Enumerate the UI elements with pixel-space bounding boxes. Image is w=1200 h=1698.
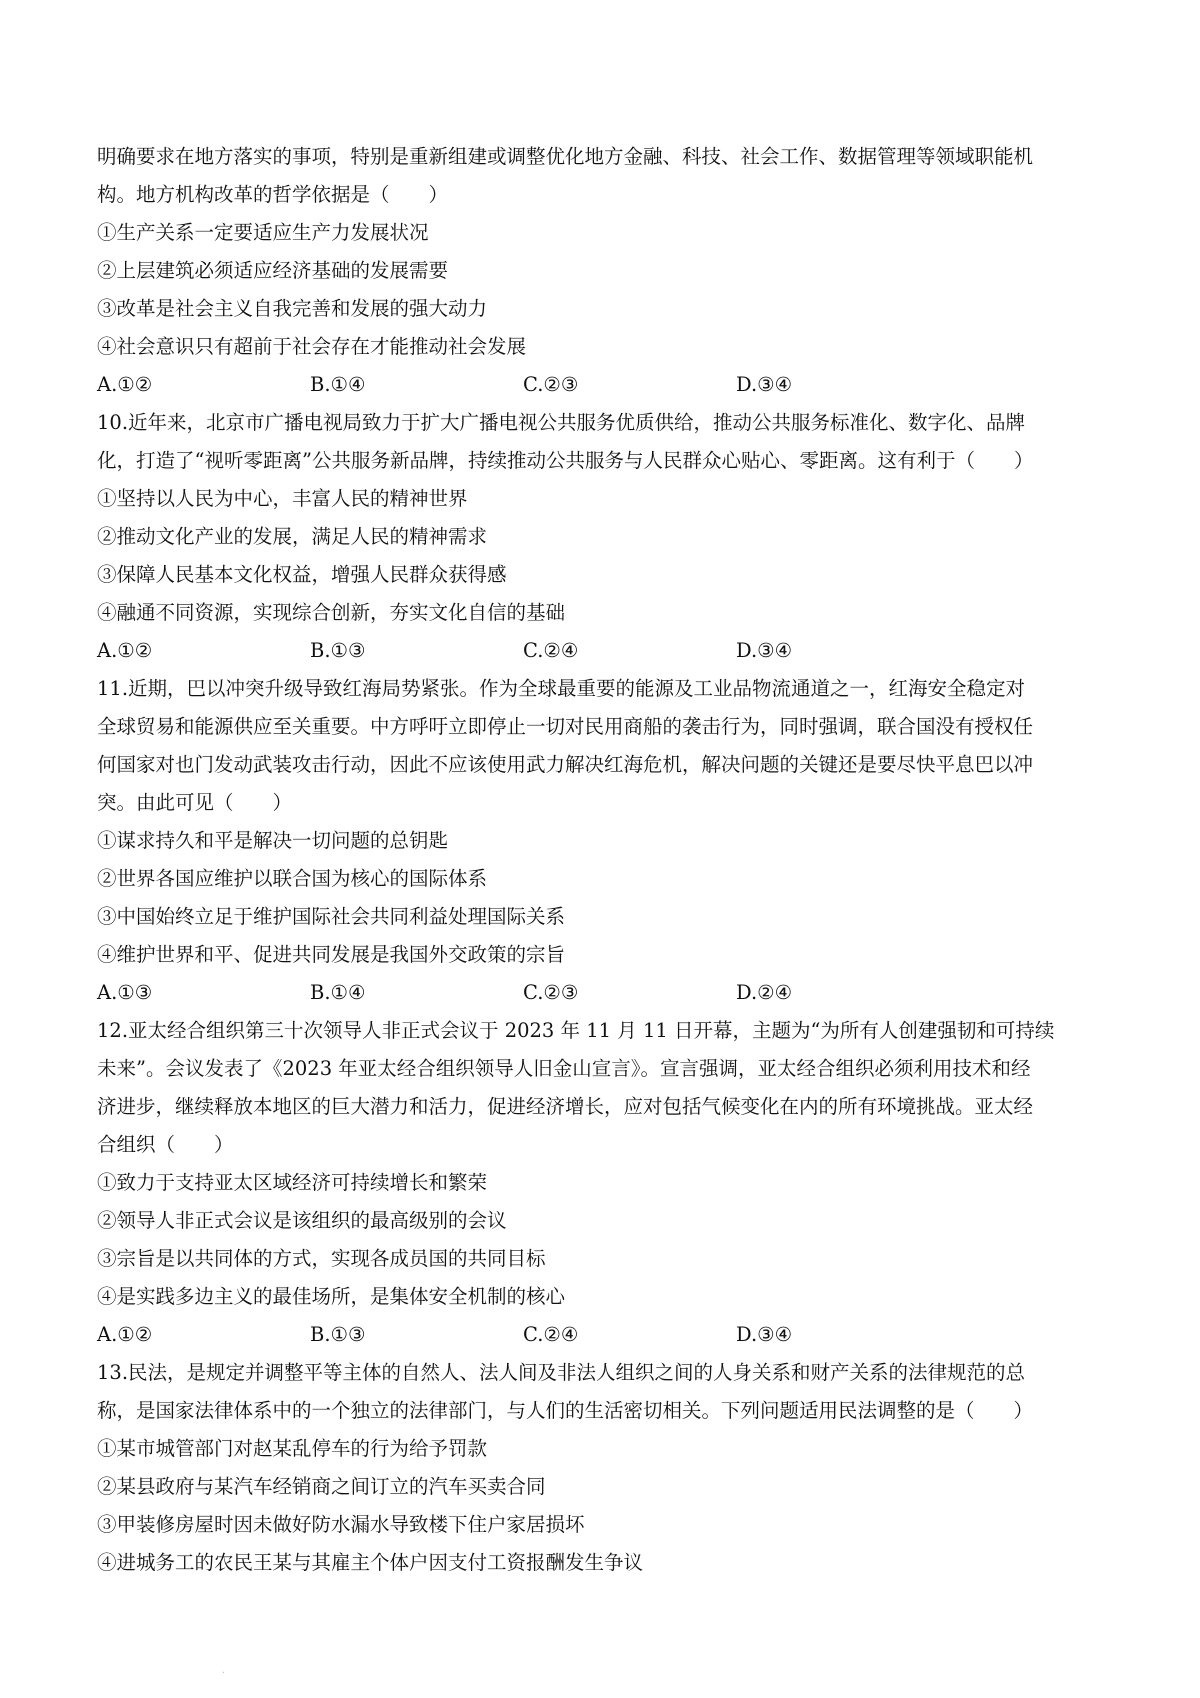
statement: ②世界各国应维护以联合国为核心的国际体系 (97, 867, 488, 890)
option-d: D.③④ (736, 1323, 793, 1346)
answer-options (97, 366, 1117, 404)
question-stem-line: 明确要求在地方落实的事项，特别是重新组建或调整优化地方金融、科技、社会工作、数据管理等领域职能机 (97, 145, 1034, 168)
option-b: B.①④ (310, 981, 366, 1004)
option-a: A.①② (97, 639, 153, 662)
statement: ①坚持以人民为中心，丰富人民的精神世界 (97, 487, 468, 510)
question-stem-line: 13.民法，是规定并调整平等主体的自然人、法人间及非法人组织之间的人身关系和财产关系的法律规范的总 (97, 1361, 1026, 1384)
question-stem-line: 化，打造了“视听零距离”公共服务新品牌，持续推动公共服务与人民群众心贴心、零距离。这有利于（ ） (97, 449, 1034, 472)
statement: ④维护世界和平、促进共同发展是我国外交政策的宗旨 (97, 943, 566, 966)
statement: ③中国始终立足于维护国际社会共同利益处理国际关系 (97, 905, 566, 928)
option-d: D.③④ (736, 639, 793, 662)
option-c: C.②③ (523, 981, 579, 1004)
option-b: B.①③ (310, 1323, 366, 1346)
question-stem-line: 未来”。会议发表了《2023 年亚太经合组织领导人旧金山宣言》。宣言强调，亚太经合组织必须利用技术和经 (97, 1057, 1031, 1080)
statement: ①谋求持久和平是解决一切问题的总钥匙 (97, 829, 449, 852)
question-stem-line: 11.近期，巴以冲突升级导致红海局势紧张。作为全球最重要的能源及工业品物流通道之一，红海安全稳定对 (97, 677, 1026, 700)
question-11 (97, 670, 1117, 1012)
option-c: C.②④ (523, 639, 579, 662)
statement: ①某市城管部门对赵某乱停车的行为给予罚款 (97, 1437, 488, 1460)
answer-options (97, 974, 1117, 1012)
statement: ④融通不同资源，实现综合创新，夯实文化自信的基础 (97, 601, 566, 624)
statement: ①生产关系一定要适应生产力发展状况 (97, 221, 429, 244)
statement: ②领导人非正式会议是该组织的最高级别的会议 (97, 1209, 507, 1232)
footer-mark: · (222, 1668, 226, 1679)
statement: ④进城务工的农民王某与其雇主个体户因支付工资报酬发生争议 (97, 1551, 644, 1574)
statement: ③甲装修房屋时因未做好防水漏水导致楼下住户家居损坏 (97, 1513, 585, 1536)
statement: ④社会意识只有超前于社会存在才能推动社会发展 (97, 335, 527, 358)
answer-options (97, 1316, 1117, 1354)
option-c: C.②④ (523, 1323, 579, 1346)
option-a: A.①② (97, 1323, 153, 1346)
option-b: B.①③ (310, 639, 366, 662)
statement: ③改革是社会主义自我完善和发展的强大动力 (97, 297, 488, 320)
question-stem-line: 何国家对也门发动武装攻击行动，因此不应该使用武力解决红海危机，解决问题的关键还是要尽快平息巴以冲 (97, 753, 1034, 776)
question-stem-line: 构。地方机构改革的哲学依据是（ ） (97, 183, 449, 206)
statement: ②某县政府与某汽车经销商之间订立的汽车买卖合同 (97, 1475, 546, 1498)
option-d: D.③④ (736, 373, 793, 396)
option-b: B.①④ (310, 373, 366, 396)
question-stem-line: 全球贸易和能源供应至关重要。中方呼吁立即停止一切对民用商船的袭击行为，同时强调，联合国没有授权任 (97, 715, 1034, 738)
question-stem-line: 合组织（ ） (97, 1133, 234, 1156)
question-12 (97, 1012, 1117, 1354)
question-9-continuation (97, 138, 1117, 404)
statement: ④是实践多边主义的最佳场所，是集体安全机制的核心 (97, 1285, 566, 1308)
option-c: C.②③ (523, 373, 579, 396)
question-10 (97, 404, 1117, 670)
statement: ②推动文化产业的发展，满足人民的精神需求 (97, 525, 488, 548)
statement: ③宗旨是以共同体的方式，实现各成员国的共同目标 (97, 1247, 546, 1270)
question-stem-line: 突。由此可见（ ） (97, 791, 293, 814)
page-content (97, 138, 1117, 1582)
option-a: A.①③ (97, 981, 153, 1004)
option-a: A.①② (97, 373, 153, 396)
question-stem-line: 10.近年来，北京市广播电视局致力于扩大广播电视公共服务优质供给，推动公共服务标准化、数字化、品牌 (97, 411, 1026, 434)
question-stem-line: 12.亚太经合组织第三十次领导人非正式会议于 2023 年 11 月 11 日开幕，主题为“为所有人创建强韧和可持续 (97, 1019, 1055, 1042)
option-d: D.②④ (736, 981, 793, 1004)
statement: ①致力于支持亚太区域经济可持续增长和繁荣 (97, 1171, 488, 1194)
question-13 (97, 1354, 1117, 1582)
answer-options (97, 632, 1117, 670)
question-stem-line: 济进步，继续释放本地区的巨大潜力和活力，促进经济增长，应对包括气候变化在内的所有环境挑战。亚太经 (97, 1095, 1034, 1118)
statement: ③保障人民基本文化权益，增强人民群众获得感 (97, 563, 507, 586)
statement: ②上层建筑必须适应经济基础的发展需要 (97, 259, 449, 282)
question-stem-line: 称，是国家法律体系中的一个独立的法律部门，与人们的生活密切相关。下列问题适用民法调整的是（ ） (97, 1399, 1034, 1422)
